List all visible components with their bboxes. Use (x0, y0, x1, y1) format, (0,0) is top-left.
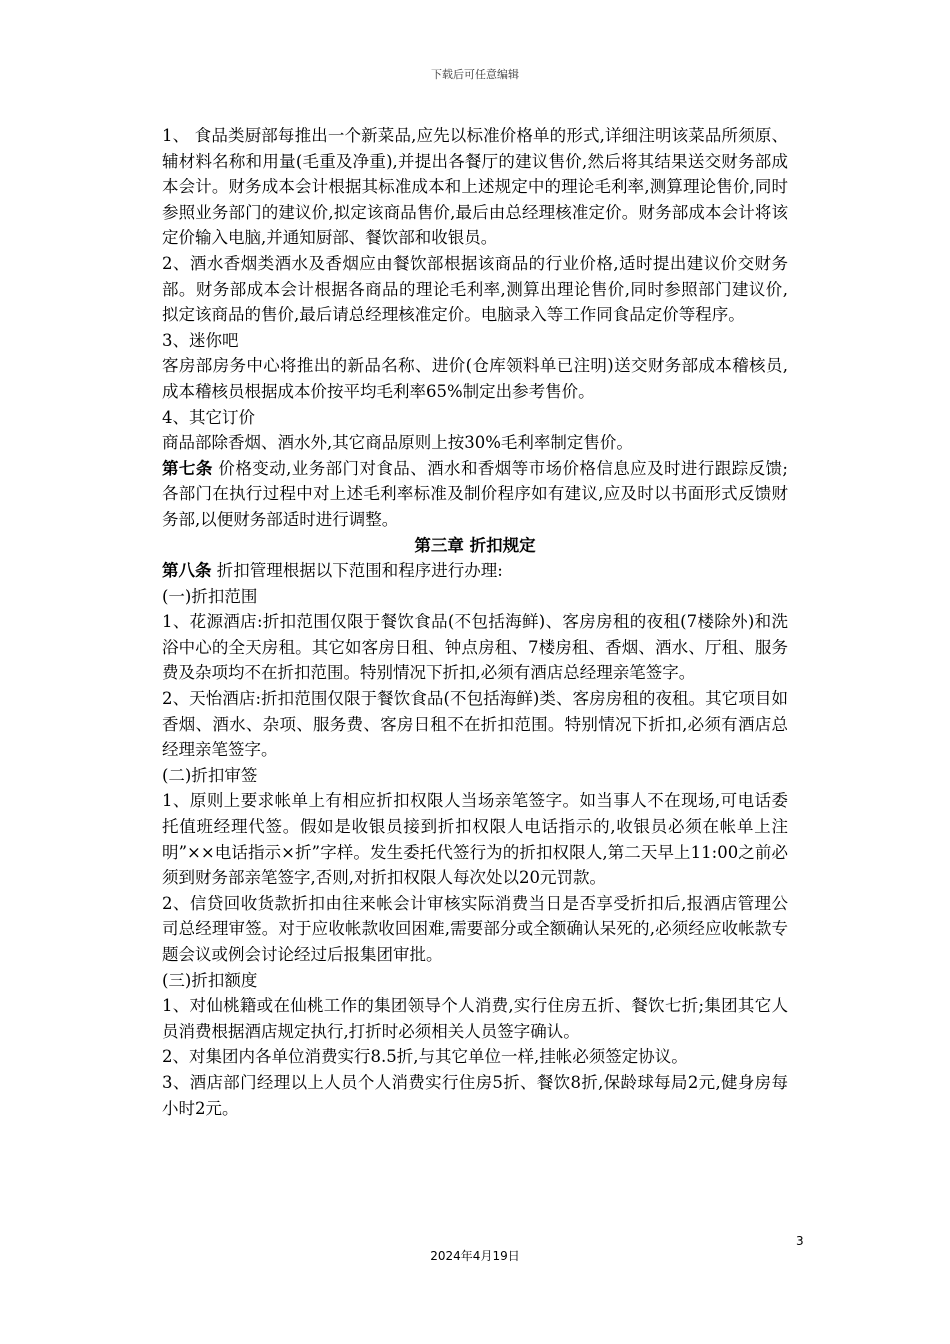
paragraph: 3、酒店部门经理以上人员个人消费实行住房5折、餐饮8折,保龄球每局2元,健身房每小时2元。 (162, 1072, 788, 1118)
section-heading: (二)折扣审签 (162, 765, 258, 785)
paragraph: 1、 食品类厨部每推出一个新菜品,应先以标准价格单的形式,详细注明该菜品所须原、辅材料名称和用量(毛重及净重),并提出各餐厅的建议售价,然后将其结果送交财务部成本会计。财务成本会计根据其标准成本和上述规定中的理论毛利率,测算理论售价,同时参照业务部门的建议价,拟定该商品售价,最后由总经理核准定价。财务部成本会计将该定价输入电脑,并通知厨部、餐饮部和收银员。 (162, 126, 788, 248)
page-number: 3 (796, 1234, 804, 1248)
article-7 (162, 456, 788, 533)
document-body (162, 123, 788, 1121)
paragraph: 2、天怡酒店:折扣范围仅限于餐饮食品(不包括海鲜)类、客房房租的夜租。其它项目如香烟、酒水、杂项、服务费、客房日租不在折扣范围。特别情况下折扣,必须有酒店总经理亲笔签字。 (162, 689, 788, 760)
page-header: 下载后可任意编辑 (431, 68, 519, 81)
paragraph: 2、对集团内各单位消费实行8.5折,与其它单位一样,挂帐必须签定协议。 (162, 1047, 688, 1067)
article-label: 第八条 (162, 561, 212, 581)
paragraph: 2、信贷回收货款折扣由往来帐会计审核实际消费当日是否享受折扣后,报酒店管理公司总经理审签。对于应收帐款收回困难,需要部分或全额确认呆死的,必须经应收帐款专题会议或例会讨论经过后报集团审批。 (162, 893, 788, 964)
article-8 (162, 558, 788, 584)
article-label: 第七条 (162, 458, 213, 478)
article-text: 折扣管理根据以下范围和程序进行办理: (211, 561, 503, 581)
paragraph: 1、花源酒店:折扣范围仅限于餐饮食品(不包括海鲜)、客房房租的夜租(7楼除外)和洗浴中心的全天房租。其它如客房日租、钟点房租、7楼房租、香烟、酒水、厅租、服务费及杂项均不在折扣范围。特别情况下折扣,必须有酒店总经理亲笔签字。 (162, 612, 788, 683)
paragraph: 商品部除香烟、酒水外,其它商品原则上按30%毛利率制定售价。 (162, 433, 633, 453)
paragraph: 1、对仙桃籍或在仙桃工作的集团领导个人消费,实行住房五折、餐饮七折;集团其它人员消费根据酒店规定执行,打折时必须相关人员签字确认。 (162, 996, 788, 1041)
section-heading: (一)折扣范围 (162, 586, 258, 606)
paragraph: 3、迷你吧 (162, 330, 239, 350)
paragraph: 1、原则上要求帐单上有相应折扣权限人当场亲笔签字。如当事人不在现场,可电话委托值班经理代签。假如是收银员接到折扣权限人电话指示的,收银员必须在帐单上注明”××电话指示×折”字样。发生委托代签行为的折扣权限人,第二天早上11:00之前必须到财务部亲笔签字,否则,对折扣权限人每次处以20元罚款。 (162, 791, 788, 888)
article-text: 价格变动,业务部门对食品、酒水和香烟等市场价格信息应及时进行跟踪反馈;各部门在执行过程中对上述毛利率标准及制价程序如有建议,应及时以书面形式反馈财务部,以便财务部适时进行调整。 (162, 458, 788, 529)
chapter-heading: 第三章 折扣规定 (414, 535, 536, 555)
section-heading: (三)折扣额度 (162, 970, 258, 990)
paragraph: 4、其它订价 (162, 407, 255, 427)
footer-date: 2024年4月19日 (430, 1249, 520, 1263)
paragraph: 客房部房务中心将推出的新品名称、进价(仓库领料单已注明)送交财务部成本稽核员,成本稽核员根据成本价按平均毛利率65%制定出参考售价。 (162, 356, 788, 401)
paragraph: 2、酒水香烟类酒水及香烟应由餐饮部根据该商品的行业价格,适时提出建议价交财务部。财务部成本会计根据各商品的理论毛利率,测算出理论售价,同时参照部门建议价,拟定该商品的售价,最后请总经理核准定价。电脑录入等工作同食品定价等程序。 (162, 253, 788, 325)
